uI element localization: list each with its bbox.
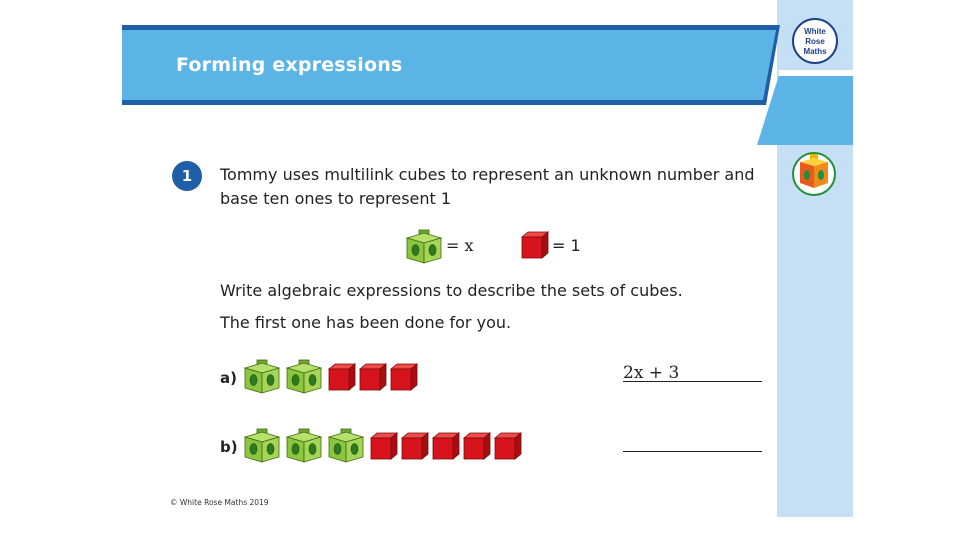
red-base-ten-cube bbox=[327, 362, 357, 392]
part-a-answer: 2x + 3 bbox=[623, 363, 680, 383]
copyright-text: © White Rose Maths 2019 bbox=[170, 498, 269, 507]
page-title: Forming expressions bbox=[176, 54, 403, 76]
part-a-label: a) bbox=[220, 369, 237, 387]
intro-text-line1: Tommy uses multilink cubes to represent an unknown number and bbox=[220, 165, 755, 184]
red-cube-key-label: = 1 bbox=[552, 236, 581, 255]
svg-text:Maths: Maths bbox=[803, 47, 827, 56]
part-b-answer-line bbox=[623, 451, 762, 452]
green-multilink-cube bbox=[285, 427, 323, 463]
red-base-ten-cube bbox=[493, 431, 523, 461]
red-base-ten-cube bbox=[400, 431, 430, 461]
green-multilink-cube bbox=[243, 358, 281, 394]
svg-text:Rose: Rose bbox=[805, 37, 825, 46]
red-base-ten-cube bbox=[358, 362, 388, 392]
part-b-cubes bbox=[243, 425, 524, 463]
green-cube-key-icon bbox=[405, 228, 443, 264]
red-cube-key-icon bbox=[520, 230, 550, 260]
part-a-answer-line bbox=[623, 381, 762, 382]
question-number-badge: 1 bbox=[172, 161, 202, 191]
intro-text-line2: base ten ones to represent 1 bbox=[220, 189, 452, 208]
part-a-cubes bbox=[243, 356, 420, 394]
cube-topic-icon bbox=[790, 150, 838, 198]
green-multilink-cube bbox=[327, 427, 365, 463]
example-note-text: The first one has been done for you. bbox=[220, 313, 512, 332]
svg-text:White: White bbox=[804, 27, 826, 36]
red-base-ten-cube bbox=[462, 431, 492, 461]
red-base-ten-cube bbox=[369, 431, 399, 461]
sidebar-wedge bbox=[757, 75, 853, 145]
green-multilink-cube bbox=[243, 427, 281, 463]
red-base-ten-cube bbox=[431, 431, 461, 461]
white-rose-maths-logo bbox=[790, 16, 840, 66]
green-multilink-cube bbox=[285, 358, 323, 394]
instruction-text: Write algebraic expressions to describe the sets of cubes. bbox=[220, 281, 683, 300]
part-b-label: b) bbox=[220, 438, 238, 456]
red-base-ten-cube bbox=[389, 362, 419, 392]
green-cube-key-label: = x bbox=[446, 236, 474, 255]
